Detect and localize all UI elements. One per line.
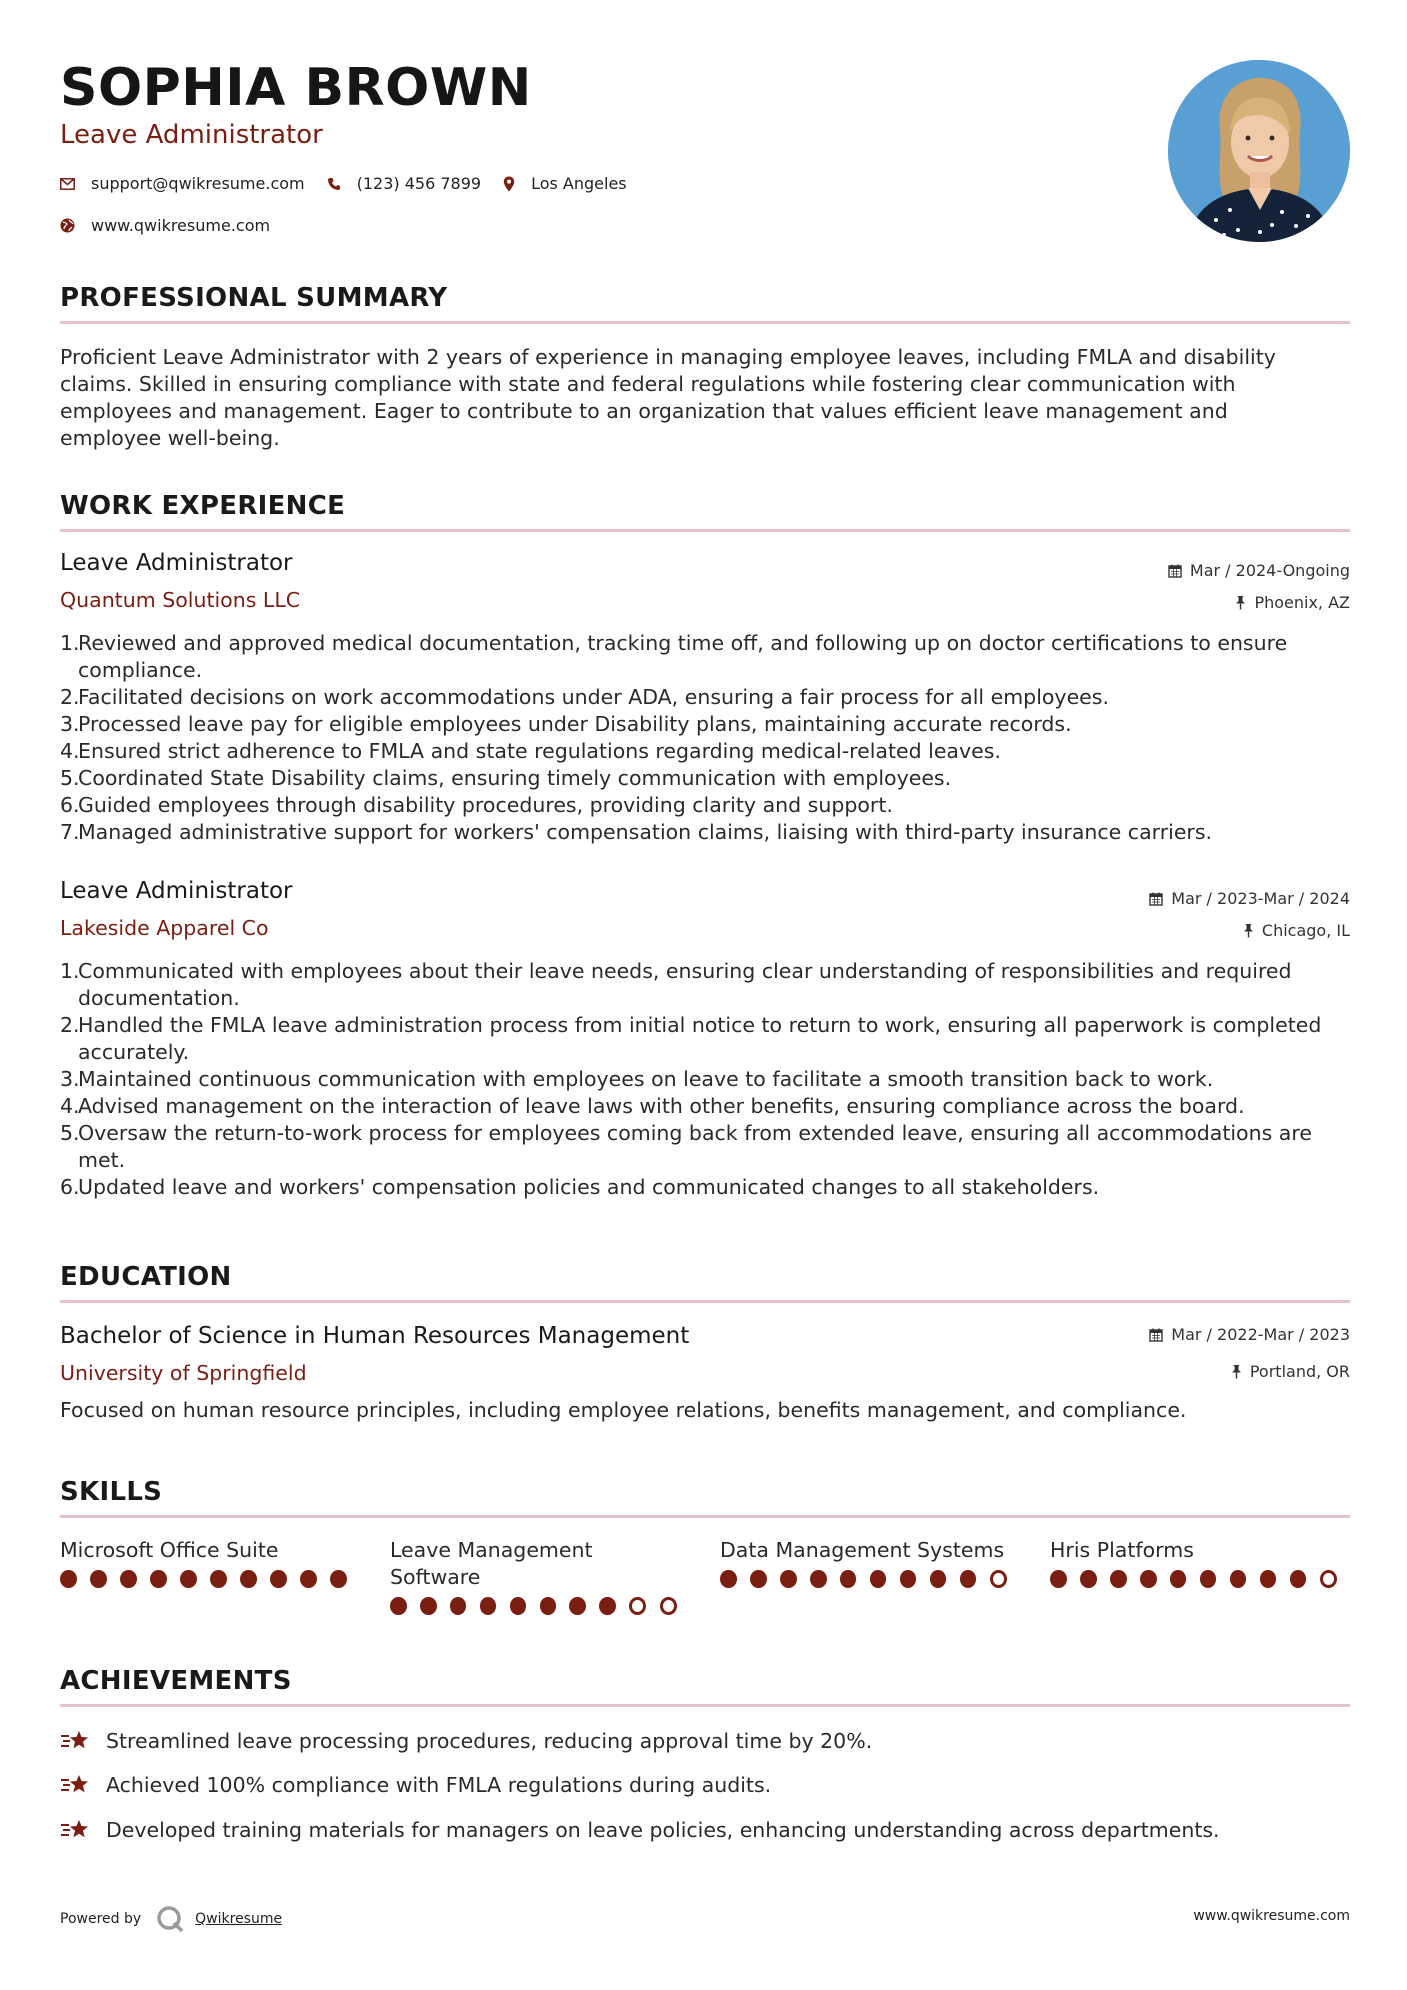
skills-divider [60, 1515, 1350, 1518]
skill-dot-filled [540, 1597, 557, 1615]
pushpin-icon [1235, 595, 1246, 610]
education-dates [1149, 1325, 1350, 1344]
skill-dot-filled [840, 1570, 857, 1588]
skill-dot-filled [60, 1570, 77, 1588]
website-text: www.qwikresume.com [91, 216, 271, 235]
achievement-text: Developed training materials for managers on leave policies, enhancing understanding across departments. [106, 1818, 1220, 1842]
list-item: 4. Ensured strict adherence to FMLA and state regulations regarding medical-related leaves. [60, 739, 1001, 763]
contact-website[interactable] [60, 216, 270, 235]
contact-location [503, 174, 627, 193]
skill-dot-filled [270, 1570, 287, 1588]
skill-name: Hris Platforms [1050, 1538, 1194, 1562]
skill-dot-filled [780, 1570, 797, 1588]
summary-line: employee well-being. [60, 426, 280, 450]
candidate-name: SOPHIA BROWN [60, 58, 532, 118]
skill-dot-filled [420, 1597, 437, 1615]
experience-heading: WORK EXPERIENCE [60, 491, 346, 521]
list-item: 2. Handled the FMLA leave administration process from initial notice to return to work, ensuring all paperwork is completed accurately. [60, 1013, 1322, 1064]
skill-dot-filled [510, 1597, 527, 1615]
skill-dot-filled [450, 1597, 467, 1615]
skill-item [60, 1537, 360, 1588]
skill-name-cont: Software [390, 1565, 481, 1589]
skill-dot-filled [1110, 1570, 1127, 1588]
school-name: University of Springfield [60, 1361, 307, 1385]
qwikresume-link[interactable]: Qwikresume [195, 1911, 283, 1927]
calendar-icon [1168, 564, 1182, 578]
achievement-text: Streamlined leave processing procedures, reducing approval time by 20%. [106, 1729, 873, 1753]
achievement-item [60, 1728, 872, 1754]
list-item: 1. Communicated with employees about their leave needs, ensuring clear understanding of responsibilities and required documentation. [60, 959, 1292, 1010]
skill-rating [1050, 1570, 1350, 1588]
skill-dot-empty [629, 1597, 646, 1615]
footer-website[interactable]: www.qwikresume.com [1193, 1908, 1350, 1924]
skill-dot-filled [240, 1570, 257, 1588]
powered-by [60, 1904, 282, 1934]
skill-dot-filled [1290, 1570, 1307, 1588]
pushpin-icon [1231, 1364, 1242, 1379]
summary-line: claims. Skilled in ensuring compliance with state and federal regulations while fostering clear communication with [60, 372, 1236, 396]
job-dates [1168, 561, 1350, 580]
skill-name: Microsoft Office Suite [60, 1538, 279, 1562]
job-dates [1149, 889, 1350, 908]
list-item: 6. Updated leave and workers' compensation policies and communicated changes to all stakeholders. [60, 1175, 1100, 1199]
skill-dot-empty [990, 1570, 1007, 1588]
skill-dot-filled [599, 1597, 616, 1615]
calendar-icon [1149, 892, 1163, 906]
skill-rating [60, 1570, 360, 1588]
skill-dot-filled [300, 1570, 317, 1588]
skill-dot-filled [720, 1570, 737, 1588]
education-location-text: Portland, OR [1249, 1362, 1350, 1381]
company-name: Quantum Solutions LLC [60, 588, 301, 612]
job-bullets [60, 958, 1350, 1201]
map-pin-icon [503, 176, 515, 192]
skill-name: Leave Management [390, 1538, 593, 1562]
summary-line: employees and management. Eager to contribute to an organization that values efficient leave management and [60, 399, 1228, 423]
skill-dot-filled [330, 1570, 347, 1588]
summary-heading: PROFESSIONAL SUMMARY [60, 283, 448, 313]
skill-dot-filled [870, 1570, 887, 1588]
skill-dot-filled [1170, 1570, 1187, 1588]
skill-rating [720, 1570, 1020, 1588]
skill-dot-filled [390, 1597, 407, 1615]
job-dates-text: Mar / 2023-Mar / 2024 [1171, 889, 1350, 908]
achievement-text: Achieved 100% compliance with FMLA regulations during audits. [106, 1773, 772, 1797]
skill-dot-filled [1200, 1570, 1217, 1588]
skill-dot-filled [480, 1597, 497, 1615]
education-description: Focused on human resource principles, including employee relations, benefits management, and compliance. [60, 1398, 1187, 1422]
phone-icon [327, 177, 341, 191]
achievement-item [60, 1817, 1220, 1843]
qwikresume-logo-icon [155, 1904, 185, 1934]
summary-divider [60, 321, 1350, 324]
list-item: 5. Coordinated State Disability claims, ensuring timely communication with employees. [60, 766, 952, 790]
skill-rating [390, 1597, 690, 1615]
contact-row-2 [60, 216, 292, 235]
shooting-star-icon [60, 1772, 92, 1798]
list-item: 3. Processed leave pay for eligible employees under Disability plans, maintaining accurate records. [60, 712, 1072, 736]
achievement-item [60, 1772, 771, 1798]
list-item: 7. Managed administrative support for workers' compensation claims, liaising with third-party insurance carriers. [60, 820, 1213, 844]
skill-dot-filled [569, 1597, 586, 1615]
education-heading: EDUCATION [60, 1262, 232, 1292]
skill-dot-filled [1050, 1570, 1067, 1588]
experience-divider [60, 529, 1350, 532]
education-dates-text: Mar / 2022-Mar / 2023 [1171, 1325, 1350, 1344]
achievements-heading: ACHIEVEMENTS [60, 1666, 292, 1696]
degree-title: Bachelor of Science in Human Resources Management [60, 1323, 690, 1349]
skill-name: Data Management Systems [720, 1538, 1005, 1562]
skill-dot-empty [660, 1597, 677, 1615]
job-title: Leave Administrator [60, 878, 293, 904]
profile-photo [1168, 60, 1350, 242]
list-item: 4. Advised management on the interaction of leave laws with other benefits, ensuring compliance across the board. [60, 1094, 1245, 1118]
job-location-text: Chicago, IL [1261, 921, 1350, 940]
skill-dot-filled [1230, 1570, 1247, 1588]
resume-page [60, 0, 1350, 1990]
education-divider [60, 1300, 1350, 1303]
job-location [1235, 593, 1350, 612]
job-dates-text: Mar / 2024-Ongoing [1189, 561, 1350, 580]
skill-dot-filled [180, 1570, 197, 1588]
phone-text: (123) 456 7899 [356, 174, 482, 193]
list-item: 3. Maintained continuous communication with employees on leave to facilitate a smooth transition back to work. [60, 1067, 1214, 1091]
contact-row [60, 174, 649, 193]
summary-line: Proficient Leave Administrator with 2 years of experience in managing employee leaves, including FMLA and disability [60, 345, 1276, 369]
skill-dot-filled [1260, 1570, 1277, 1588]
summary-text [60, 344, 1350, 452]
skill-dot-filled [810, 1570, 827, 1588]
skill-item [720, 1537, 1020, 1588]
company-name: Lakeside Apparel Co [60, 916, 269, 940]
skill-dot-filled [120, 1570, 137, 1588]
calendar-icon [1149, 1328, 1163, 1342]
contact-phone[interactable] [327, 174, 481, 193]
skill-dot-filled [1140, 1570, 1157, 1588]
skill-dot-filled [210, 1570, 227, 1588]
job-location [1243, 921, 1350, 940]
skill-dot-filled [1080, 1570, 1097, 1588]
location-text: Los Angeles [531, 174, 627, 193]
shooting-star-icon [60, 1817, 92, 1843]
globe-icon [60, 218, 75, 233]
job-location-text: Phoenix, AZ [1254, 593, 1350, 612]
job-bullets [60, 630, 1350, 846]
avatar-illustration [1168, 60, 1350, 242]
list-item: 6. Guided employees through disability procedures, providing clarity and support. [60, 793, 893, 817]
skill-dot-filled [750, 1570, 767, 1588]
skill-item [390, 1537, 690, 1615]
list-item: 2. Facilitated decisions on work accommodations under ADA, ensuring a fair process for all employees. [60, 685, 1109, 709]
education-location [1231, 1362, 1350, 1381]
list-item: 5. Oversaw the return-to-work process for employees coming back from extended leave, ensuring all accommodations are met. [60, 1121, 1312, 1172]
skill-item [1050, 1537, 1350, 1588]
skill-dot-filled [930, 1570, 947, 1588]
skill-dot-filled [150, 1570, 167, 1588]
contact-email[interactable] [60, 174, 305, 193]
skill-dot-filled [900, 1570, 917, 1588]
job-title: Leave Administrator [60, 550, 293, 576]
pushpin-icon [1243, 923, 1254, 938]
list-item: 1. Reviewed and approved medical documentation, tracking time off, and following up on doctor certifications to ensure compliance. [60, 631, 1288, 682]
skill-dot-empty [1320, 1570, 1337, 1588]
candidate-role: Leave Administrator [60, 120, 323, 150]
shooting-star-icon [60, 1728, 92, 1754]
skill-dot-filled [90, 1570, 107, 1588]
powered-by-label: Powered by [60, 1911, 142, 1927]
achievements-divider [60, 1704, 1350, 1707]
skills-heading: SKILLS [60, 1477, 163, 1507]
email-text: support@qwikresume.com [91, 174, 305, 193]
skill-dot-filled [960, 1570, 977, 1588]
envelope-icon [60, 178, 75, 190]
